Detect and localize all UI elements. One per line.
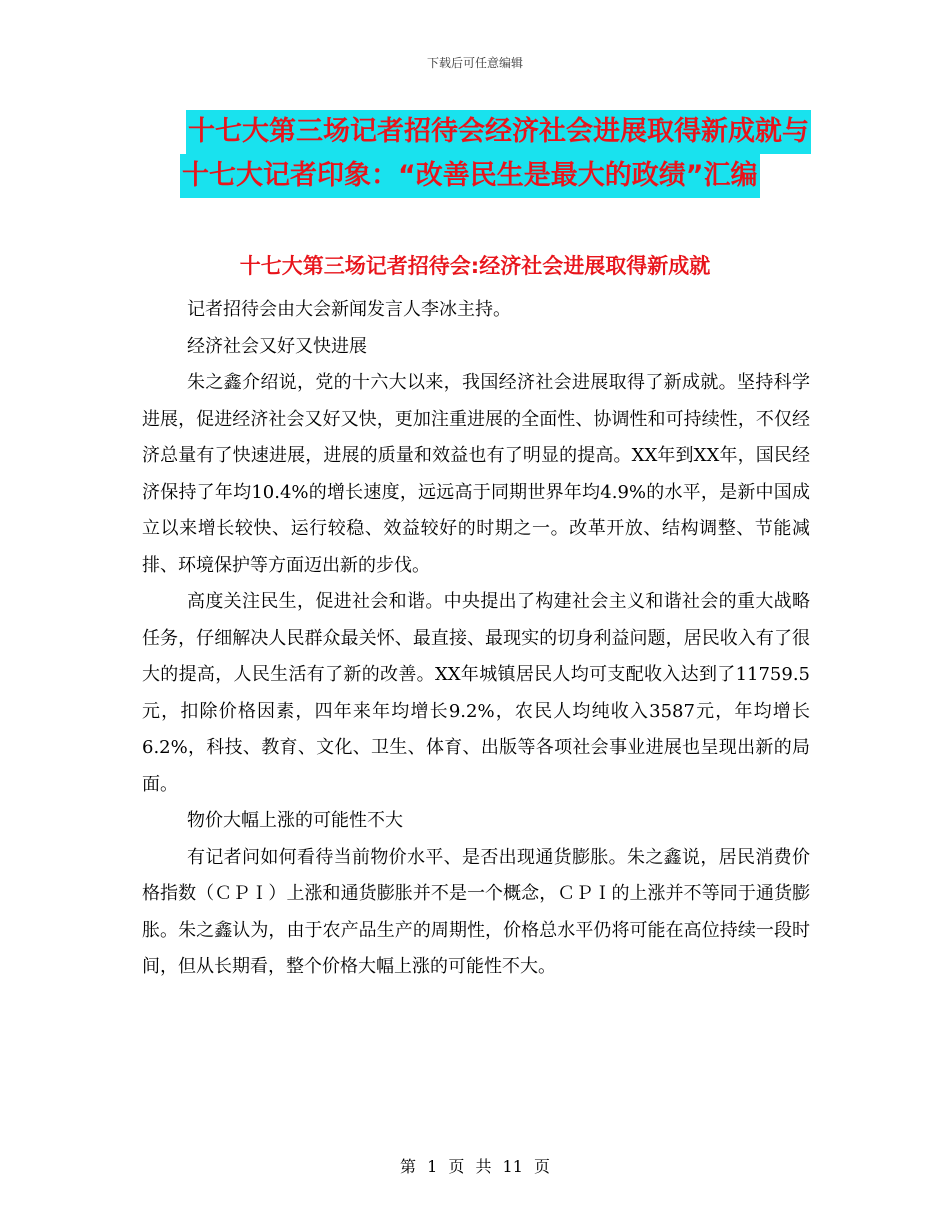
page-footer: 第 1 页 共 11 页 [400, 1157, 550, 1176]
body-text [142, 292, 810, 986]
header-note: 下载后可任意编辑 [426, 56, 523, 70]
section-heading: 十七大第三场记者招待会:经济社会进展取得新成就 [239, 254, 711, 278]
title-line-1: 十七大第三场记者招待会经济社会进展取得新成就与 [186, 110, 811, 154]
paragraph: 高度关注民生，促进社会和谐。中央提出了构建社会主义和谐社会的重大战略任务，仔细解决人民群众最关怀、最直接、最现实的切身利益问题，居民收入有了很大的提高，人民生活有了新的改善。XX年城镇居民人均可支配收入达到了11759.5元，扣除价格因素，四年来年均增长9.2%，农民人均纯收入3587元，年均增长6.2%，科技、教育、文化、卫生、体育、出版等各项社会事业进展也呈现出新的局面。 [142, 591, 810, 795]
paragraph: 经济社会又好又快进展 [187, 335, 367, 357]
paragraph: 朱之鑫介绍说，党的十六大以来，我国经济社会进展取得了新成就。坚持科学进展，促进经济社会又好又快，更加注重进展的全面性、协调性和可持续性，不仅经济总量有了快速进展，进展的质量和效益也有了明显的提高。XX年到XX年，国民经济保持了年均10.4%的增长速度，远远高于同期世界年均4.9%的水平，是新中国成立以来增长较快、运行较稳、效益较好的时期之一。改革开放、结构调整、节能减排、环境保护等方面迈出新的步伐。 [142, 372, 810, 576]
document-title [182, 110, 816, 198]
paragraph: 物价大幅上涨的可能性不大 [187, 810, 403, 831]
paragraph: 有记者问如何看待当前物价水平、是否出现通货膨胀。朱之鑫说，居民消费价格指数（ＣＰＩ）上涨和通货膨胀并不是一个概念，ＣＰＩ的上涨并不等同于通货膨胀。朱之鑫认为，由于农产品生产的周期性，价格总水平仍将可能在高位持续一段时间，但从长期看，整个价格大幅上涨的可能性不大。 [142, 846, 810, 977]
paragraph: 记者招待会由大会新闻发言人李冰主持。 [187, 299, 511, 320]
title-line-2: 十七大记者印象：“改善民生是最大的政绩”汇编 [180, 154, 760, 198]
